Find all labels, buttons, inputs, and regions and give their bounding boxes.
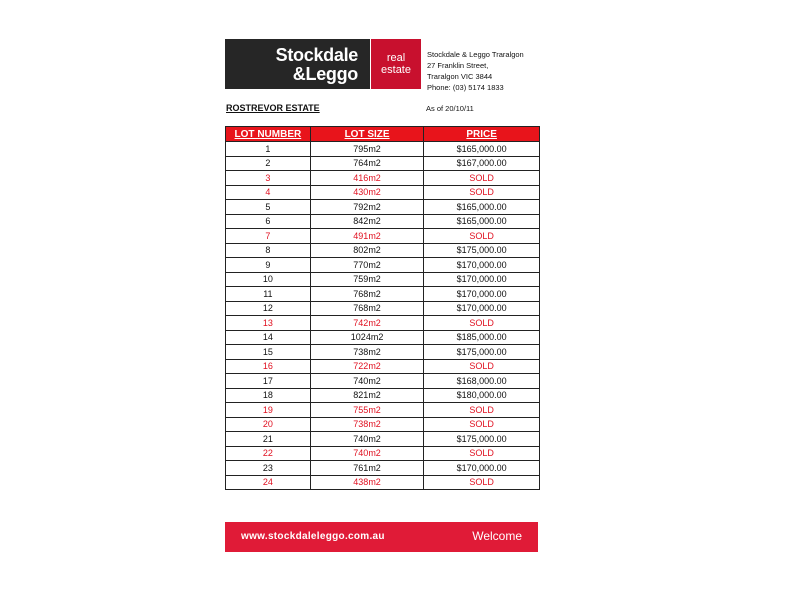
office-street: 27 Franklin Street, xyxy=(427,61,489,70)
lot-number-cell: 7 xyxy=(226,229,311,244)
lot-size-cell: 740m2 xyxy=(310,374,424,389)
table-row xyxy=(226,287,540,302)
header-lot-size: LOT SIZE xyxy=(310,127,424,142)
price-cell: $168,000.00 xyxy=(424,374,540,389)
lot-number-cell: 24 xyxy=(226,475,311,490)
table-row xyxy=(226,214,540,229)
price-cell: SOLD xyxy=(424,475,540,490)
price-cell: $165,000.00 xyxy=(424,214,540,229)
table-row xyxy=(226,374,540,389)
lot-number-cell: 23 xyxy=(226,461,311,476)
price-cell: $185,000.00 xyxy=(424,330,540,345)
price-cell: SOLD xyxy=(424,185,540,200)
lot-price-table xyxy=(225,126,540,490)
office-town: Traralgon VIC 3844 xyxy=(427,72,493,81)
lot-number-cell: 22 xyxy=(226,446,311,461)
lot-size-cell: 759m2 xyxy=(310,272,424,287)
website-link[interactable]: www.stockdaleleggo.com.au xyxy=(241,531,385,542)
table-row xyxy=(226,258,540,273)
table-row xyxy=(226,301,540,316)
lot-number-cell: 19 xyxy=(226,403,311,418)
lot-size-cell: 792m2 xyxy=(310,200,424,215)
as-of-date: As of 20/10/11 xyxy=(426,104,474,113)
table-row xyxy=(226,142,540,157)
lot-number-cell: 15 xyxy=(226,345,311,360)
price-cell: $165,000.00 xyxy=(424,200,540,215)
lot-size-cell: 491m2 xyxy=(310,229,424,244)
table-row xyxy=(226,171,540,186)
lot-size-cell: 821m2 xyxy=(310,388,424,403)
lot-number-cell: 3 xyxy=(226,171,311,186)
lot-size-cell: 738m2 xyxy=(310,417,424,432)
table-row xyxy=(226,272,540,287)
price-cell: SOLD xyxy=(424,171,540,186)
lot-number-cell: 6 xyxy=(226,214,311,229)
real-estate-badge xyxy=(370,39,421,89)
welcome-text: Welcome xyxy=(472,529,522,543)
table-row xyxy=(226,345,540,360)
table-row xyxy=(226,417,540,432)
price-cell: SOLD xyxy=(424,229,540,244)
price-cell: SOLD xyxy=(424,446,540,461)
lot-size-cell: 755m2 xyxy=(310,403,424,418)
lot-size-cell: 722m2 xyxy=(310,359,424,374)
price-cell: $175,000.00 xyxy=(424,345,540,360)
footer-banner xyxy=(225,522,538,552)
badge-line1: real xyxy=(386,52,406,64)
price-cell: $175,000.00 xyxy=(424,243,540,258)
table-row xyxy=(226,475,540,490)
lot-number-cell: 10 xyxy=(226,272,311,287)
estate-title: ROSTREVOR ESTATE xyxy=(226,103,320,113)
price-cell: $170,000.00 xyxy=(424,287,540,302)
price-cell: $170,000.00 xyxy=(424,301,540,316)
lot-size-cell: 764m2 xyxy=(310,156,424,171)
header-price: PRICE xyxy=(424,127,540,142)
price-cell: $167,000.00 xyxy=(424,156,540,171)
lot-size-cell: 430m2 xyxy=(310,185,424,200)
table-row xyxy=(226,185,540,200)
lot-size-cell: 802m2 xyxy=(310,243,424,258)
price-cell: $170,000.00 xyxy=(424,272,540,287)
table-row xyxy=(226,200,540,215)
office-contact xyxy=(427,49,524,93)
lot-number-cell: 4 xyxy=(226,185,311,200)
lot-size-cell: 761m2 xyxy=(310,461,424,476)
lot-number-cell: 20 xyxy=(226,417,311,432)
lot-size-cell: 742m2 xyxy=(310,316,424,331)
logo-text-line1: Stockdale xyxy=(275,45,358,65)
table-row xyxy=(226,432,540,447)
lot-size-cell: 740m2 xyxy=(310,446,424,461)
table-row xyxy=(226,156,540,171)
brand-logo xyxy=(225,39,370,89)
header-lot-number: LOT NUMBER xyxy=(226,127,311,142)
lot-size-cell: 795m2 xyxy=(310,142,424,157)
table-header-row xyxy=(226,127,540,142)
lot-number-cell: 21 xyxy=(226,432,311,447)
lot-number-cell: 2 xyxy=(226,156,311,171)
lot-number-cell: 16 xyxy=(226,359,311,374)
table-row xyxy=(226,446,540,461)
lot-size-cell: 416m2 xyxy=(310,171,424,186)
price-cell: SOLD xyxy=(424,403,540,418)
table-row xyxy=(226,403,540,418)
table-row xyxy=(226,243,540,258)
table-row xyxy=(226,359,540,374)
price-cell: $165,000.00 xyxy=(424,142,540,157)
table-row xyxy=(226,330,540,345)
office-phone: Phone: (03) 5174 1833 xyxy=(427,83,504,92)
lot-number-cell: 18 xyxy=(226,388,311,403)
table-row xyxy=(226,461,540,476)
price-cell: $170,000.00 xyxy=(424,461,540,476)
logo-text-line2: &Leggo xyxy=(292,64,358,84)
price-cell: $175,000.00 xyxy=(424,432,540,447)
lot-number-cell: 1 xyxy=(226,142,311,157)
lot-size-cell: 1024m2 xyxy=(310,330,424,345)
lot-number-cell: 14 xyxy=(226,330,311,345)
price-cell: $170,000.00 xyxy=(424,258,540,273)
lot-number-cell: 13 xyxy=(226,316,311,331)
lot-size-cell: 768m2 xyxy=(310,287,424,302)
lot-size-cell: 740m2 xyxy=(310,432,424,447)
lot-number-cell: 8 xyxy=(226,243,311,258)
lot-number-cell: 11 xyxy=(226,287,311,302)
lot-size-cell: 770m2 xyxy=(310,258,424,273)
table-row xyxy=(226,229,540,244)
price-cell: SOLD xyxy=(424,417,540,432)
lot-size-cell: 738m2 xyxy=(310,345,424,360)
office-name: Stockdale & Leggo Traralgon xyxy=(427,50,524,59)
lot-number-cell: 12 xyxy=(226,301,311,316)
table-row xyxy=(226,388,540,403)
lot-size-cell: 768m2 xyxy=(310,301,424,316)
lot-size-cell: 438m2 xyxy=(310,475,424,490)
badge-line2: estate xyxy=(381,64,411,76)
table-row xyxy=(226,316,540,331)
price-cell: SOLD xyxy=(424,359,540,374)
price-cell: $180,000.00 xyxy=(424,388,540,403)
lot-number-cell: 9 xyxy=(226,258,311,273)
lot-number-cell: 17 xyxy=(226,374,311,389)
lot-number-cell: 5 xyxy=(226,200,311,215)
lot-size-cell: 842m2 xyxy=(310,214,424,229)
price-cell: SOLD xyxy=(424,316,540,331)
